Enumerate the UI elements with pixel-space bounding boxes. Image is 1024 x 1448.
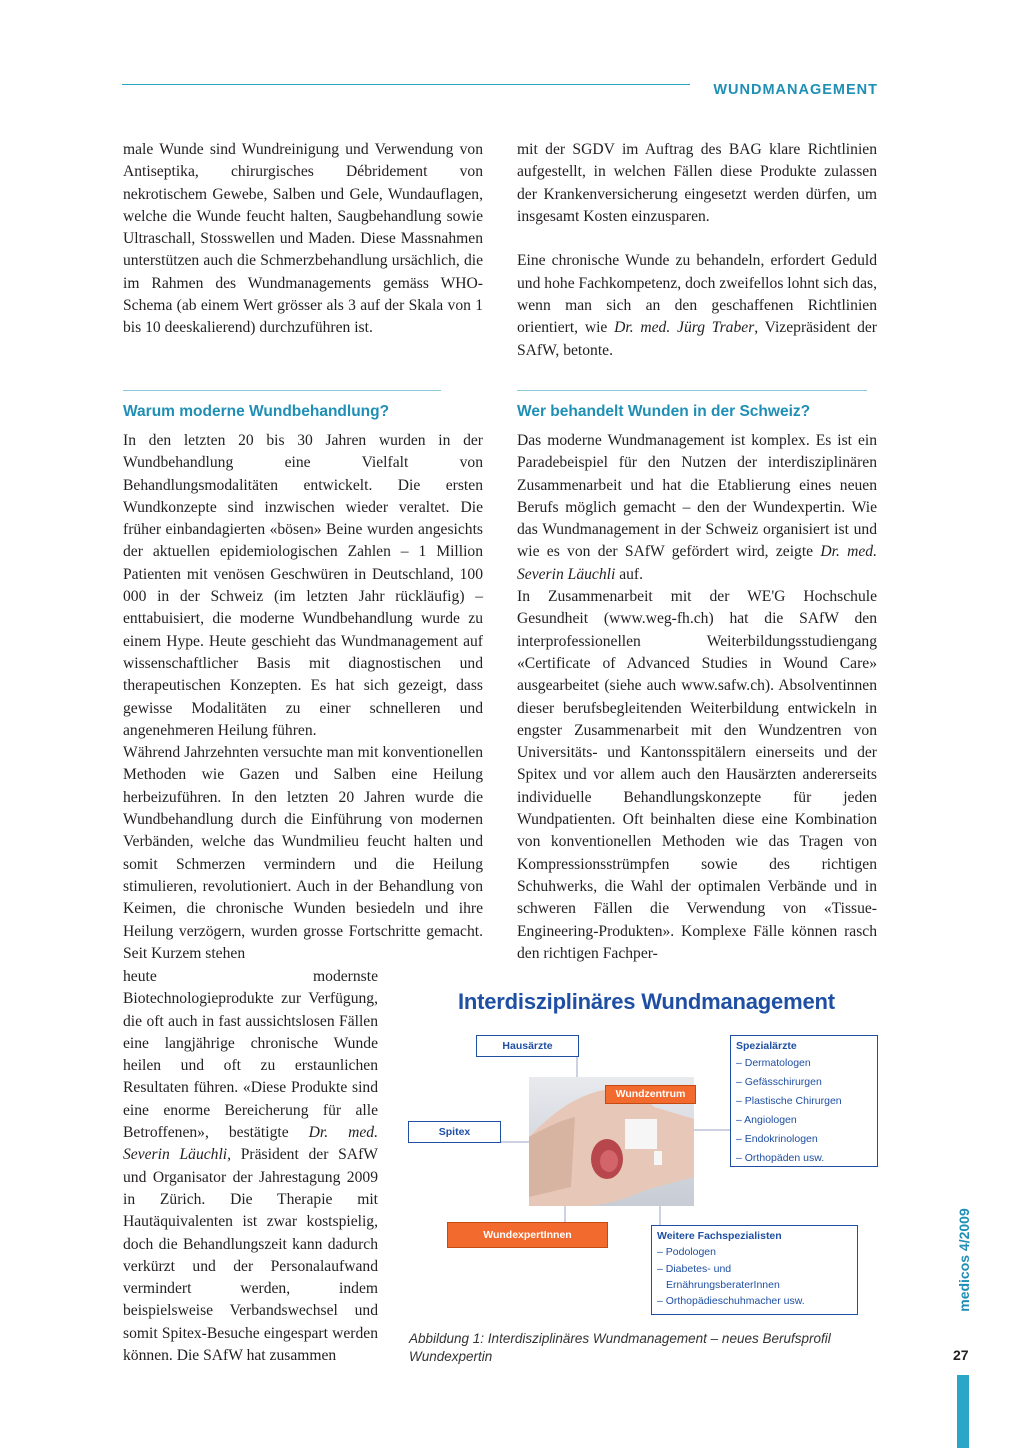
header-rule	[122, 84, 690, 85]
figure-title: Interdisziplinäres Wundmanagement	[458, 989, 835, 1014]
figure-caption: Abbildung 1: Interdisziplinäres Wundmanagement – neues Berufsprofil Wundexpertin	[409, 1331, 831, 1364]
section-rule-left	[123, 390, 441, 391]
box-spezialaerzte	[730, 1035, 878, 1167]
box-weitere-fachspezialisten	[651, 1225, 858, 1315]
label-wundexpertinnen: WundexpertInnen	[483, 1229, 572, 1241]
intro-right-paragraph-1: mit der SGDV im Auftrag des BAG klare Richtlinien aufgestellt, in welchen Fällen diese Produkte zulassen der Krankenversicherung eingesetzt werden dürfen, um insgesamt Kosten einzusparen.	[517, 141, 877, 225]
list-item: – Plastische Chirurgen	[736, 1095, 842, 1107]
intro-right-paragraph-2	[517, 250, 877, 361]
text-span: heute modernste Biotechnologieprodukte zur Verfügung, die oft auch in fast aussichtslosen Fällen eine langjährige chronische Wunde heilen und oft zu erstaunlichen Resultaten führen. «Diese Produkte sind eine enorme Bereicherung für alle Betroffenen», bestätigte	[123, 968, 378, 1142]
list-item: – Gefässchirurgen	[736, 1076, 822, 1088]
list-item: – Orthopädieschuhmacher usw.	[657, 1295, 805, 1307]
intro-left-column	[123, 139, 483, 340]
intro-left-paragraph: male Wunde sind Wundreinigung und Verwendung von Antiseptika, chirurgisches Débridement von nekrotischem Gewebe, Salben und Gele, Wundauflagen, welche die Wunde feucht halten, Saugbehandlung sowie Ultraschall, Stosswellen und Maden. Diese Massnahmen unterstützen auch die Schmerzbehandlung ursächlich, die im Rahmen des Wundmanagements gemäss WHO-Schema (ab einem Wert grösser als 3 auf der Skala von 1 bis 10 deeskalierend) durchzuführen ist.	[123, 141, 483, 337]
list-item: – Angiologen	[736, 1114, 797, 1126]
left-paragraph-3	[123, 966, 378, 1367]
list-item: – Orthopäden usw.	[736, 1152, 825, 1164]
text-span: , Vizepräsident der SAfW, betonte.	[517, 319, 877, 359]
right-paragraph-1	[517, 430, 877, 586]
bandage-tab	[654, 1151, 662, 1165]
left-section-narrow	[123, 966, 378, 1367]
heading-warum: Warum moderne Wundbehandlung?	[123, 403, 390, 420]
box-wundexpertinnen	[447, 1222, 608, 1248]
box-wundzentrum	[605, 1085, 696, 1104]
section-rule-right	[517, 390, 867, 391]
list-item: – Dermatologen	[736, 1057, 811, 1069]
label-hausaerzte: Hausärzte	[502, 1040, 553, 1052]
section-title: WUNDMANAGEMENT	[713, 82, 878, 98]
skin-shadow	[529, 1117, 575, 1197]
right-section-body	[517, 430, 877, 965]
left-paragraph-2: Während Jahrzehnten versuchte man mit konventionellen Methoden wie Gazen und Salben eine Heilung herbeizuführen. In den letzten 20 Jahren wurde die Wundbehandlung durch die Einführung von modernen Verbänden, welche das Wundmilieu feucht halten und somit Schmerzen vermindern und die Heilung stimulieren, revolutioniert. Auch in der Behandlung von Keimen, die chronische Wunden besiedeln und ihre Heilung verzögern, wurden grosse Fortschritte gemacht. Seit Kurzem stehen	[123, 744, 483, 962]
magazine-issue	[954, 1196, 974, 1324]
list-item: – Endokrinologen	[736, 1133, 818, 1145]
label-wundzentrum: Wundzentrum	[615, 1088, 686, 1100]
wound-center	[600, 1150, 618, 1172]
bandage	[625, 1119, 657, 1149]
label-weitere: Weitere Fachspezialisten	[657, 1230, 782, 1242]
side-accent-bar	[957, 1375, 969, 1448]
text-span: auf.	[615, 565, 644, 583]
intro-right-column	[517, 139, 877, 362]
heading-wer: Wer behandelt Wunden in der Schweiz?	[517, 403, 811, 420]
person-name: Dr. med. Severin Läuchli,	[123, 1124, 378, 1164]
magazine-issue-text: medicos 4/2009	[956, 1208, 972, 1312]
text-span: Das moderne Wundmanagement ist komplex. Es ist ein Paradebeispiel für den Nutzen der interdisziplinären Zusammenarbeit und hat die Etablierung eines neuen Berufs möglich gemacht – den der Wundexpertin. Wie das Wundmanagement in der Schweiz organisiert ist und wie es von der SAfW gefördert wird, zeigte	[517, 432, 877, 561]
right-paragraph-2: In Zusammenarbeit mit der WE'G Hochschule Gesundheit (www.weg-fh.ch) hat die SAfW den interprofessionellen Weiterbildungsstudiengang «Certificate of Advanced Studies in Wound Care» ausgearbeitet (siehe auch www.safw.ch). Absolventinnen dieser berufsbegleitenden Weiterbildung entwickeln in engster Zusammenarbeit mit den Wundzentren von Universitäts- und Kantonsspitälern einerseits und der Spitex und vor allem auch den Hausärzten andererseits individuelle Behandlungskonzepte für jeden Wundpatienten. Oft beinhalten diese eine Kombination von konventionellen Methoden wie das Tragen von Kompressionsstrümpfen sowie des richtigen Schuhwerks, die Wahl der optimalen Verbände und in schweren Fällen die Verwendung von «Tissue-Engineering-Produkten». Komplexe Fälle können rasch den richtigen Fachper-	[517, 588, 877, 962]
page-number: 27	[953, 1347, 969, 1363]
label-spezialaerzte: Spezialärzte	[736, 1040, 797, 1052]
box-spitex	[408, 1121, 501, 1143]
left-section-body	[123, 430, 483, 965]
list-item: – Diabetes- und	[657, 1263, 732, 1275]
list-item: – Podologen	[657, 1246, 716, 1258]
person-name: Dr. med. Severin Läuchli	[517, 543, 877, 583]
text-span: Eine chronische Wunde zu behandeln, erfordert Geduld und hohe Fachkompetenz, doch zweifellos lohnt sich das, wenn man sich an den geschaffenen Richtlinien orientiert, wie	[517, 252, 877, 337]
person-name: Dr. med. Jürg Traber	[614, 319, 755, 337]
label-spitex: Spitex	[438, 1126, 471, 1138]
text-span: Präsident der SAfW und Organisator der Jahrestagung 2009 in Zürich. Die Therapie mit Hautäquivalenten ist zwar kostspielig, doch die Behandlungszeit kann dadurch verkürzt und der Personalaufwand vermindert werden, indem beispielsweise Verbandswechsel und somit Spitex-Besuche eingespart werden können. Die SAfW hat zusammen	[123, 1146, 378, 1365]
list-item: ErnährungsberaterInnen	[666, 1279, 780, 1291]
box-hausaerzte	[476, 1035, 579, 1057]
left-paragraph-1: In den letzten 20 bis 30 Jahren wurden in der Wundbehandlung eine Vielfalt von Behandlungsmodalitäten entwickelt. Die ersten Wundkonzepte sind inzwischen wieder veraltet. Die früher einbandagierten «bösen» Beine wurden angesichts der aktuellen epidemiologischen Zahlen – 1 Million Patienten mit venösen Geschwüren in Deutschland, 100 000 in der Schweiz (im letzten Jahr rückläufig) – enttabuisiert, die moderne Wundbehandlung wurde zu einem Hype. Heute geschieht das Wundmanagement auf wissenschaftlicher Basis mit diagnostischen und therapeutischen Konzepten. Es hat sich gezeigt, dass gewisse Modalitäten zu einer schnelleren und angenehmeren Heilung führen.	[123, 432, 483, 739]
